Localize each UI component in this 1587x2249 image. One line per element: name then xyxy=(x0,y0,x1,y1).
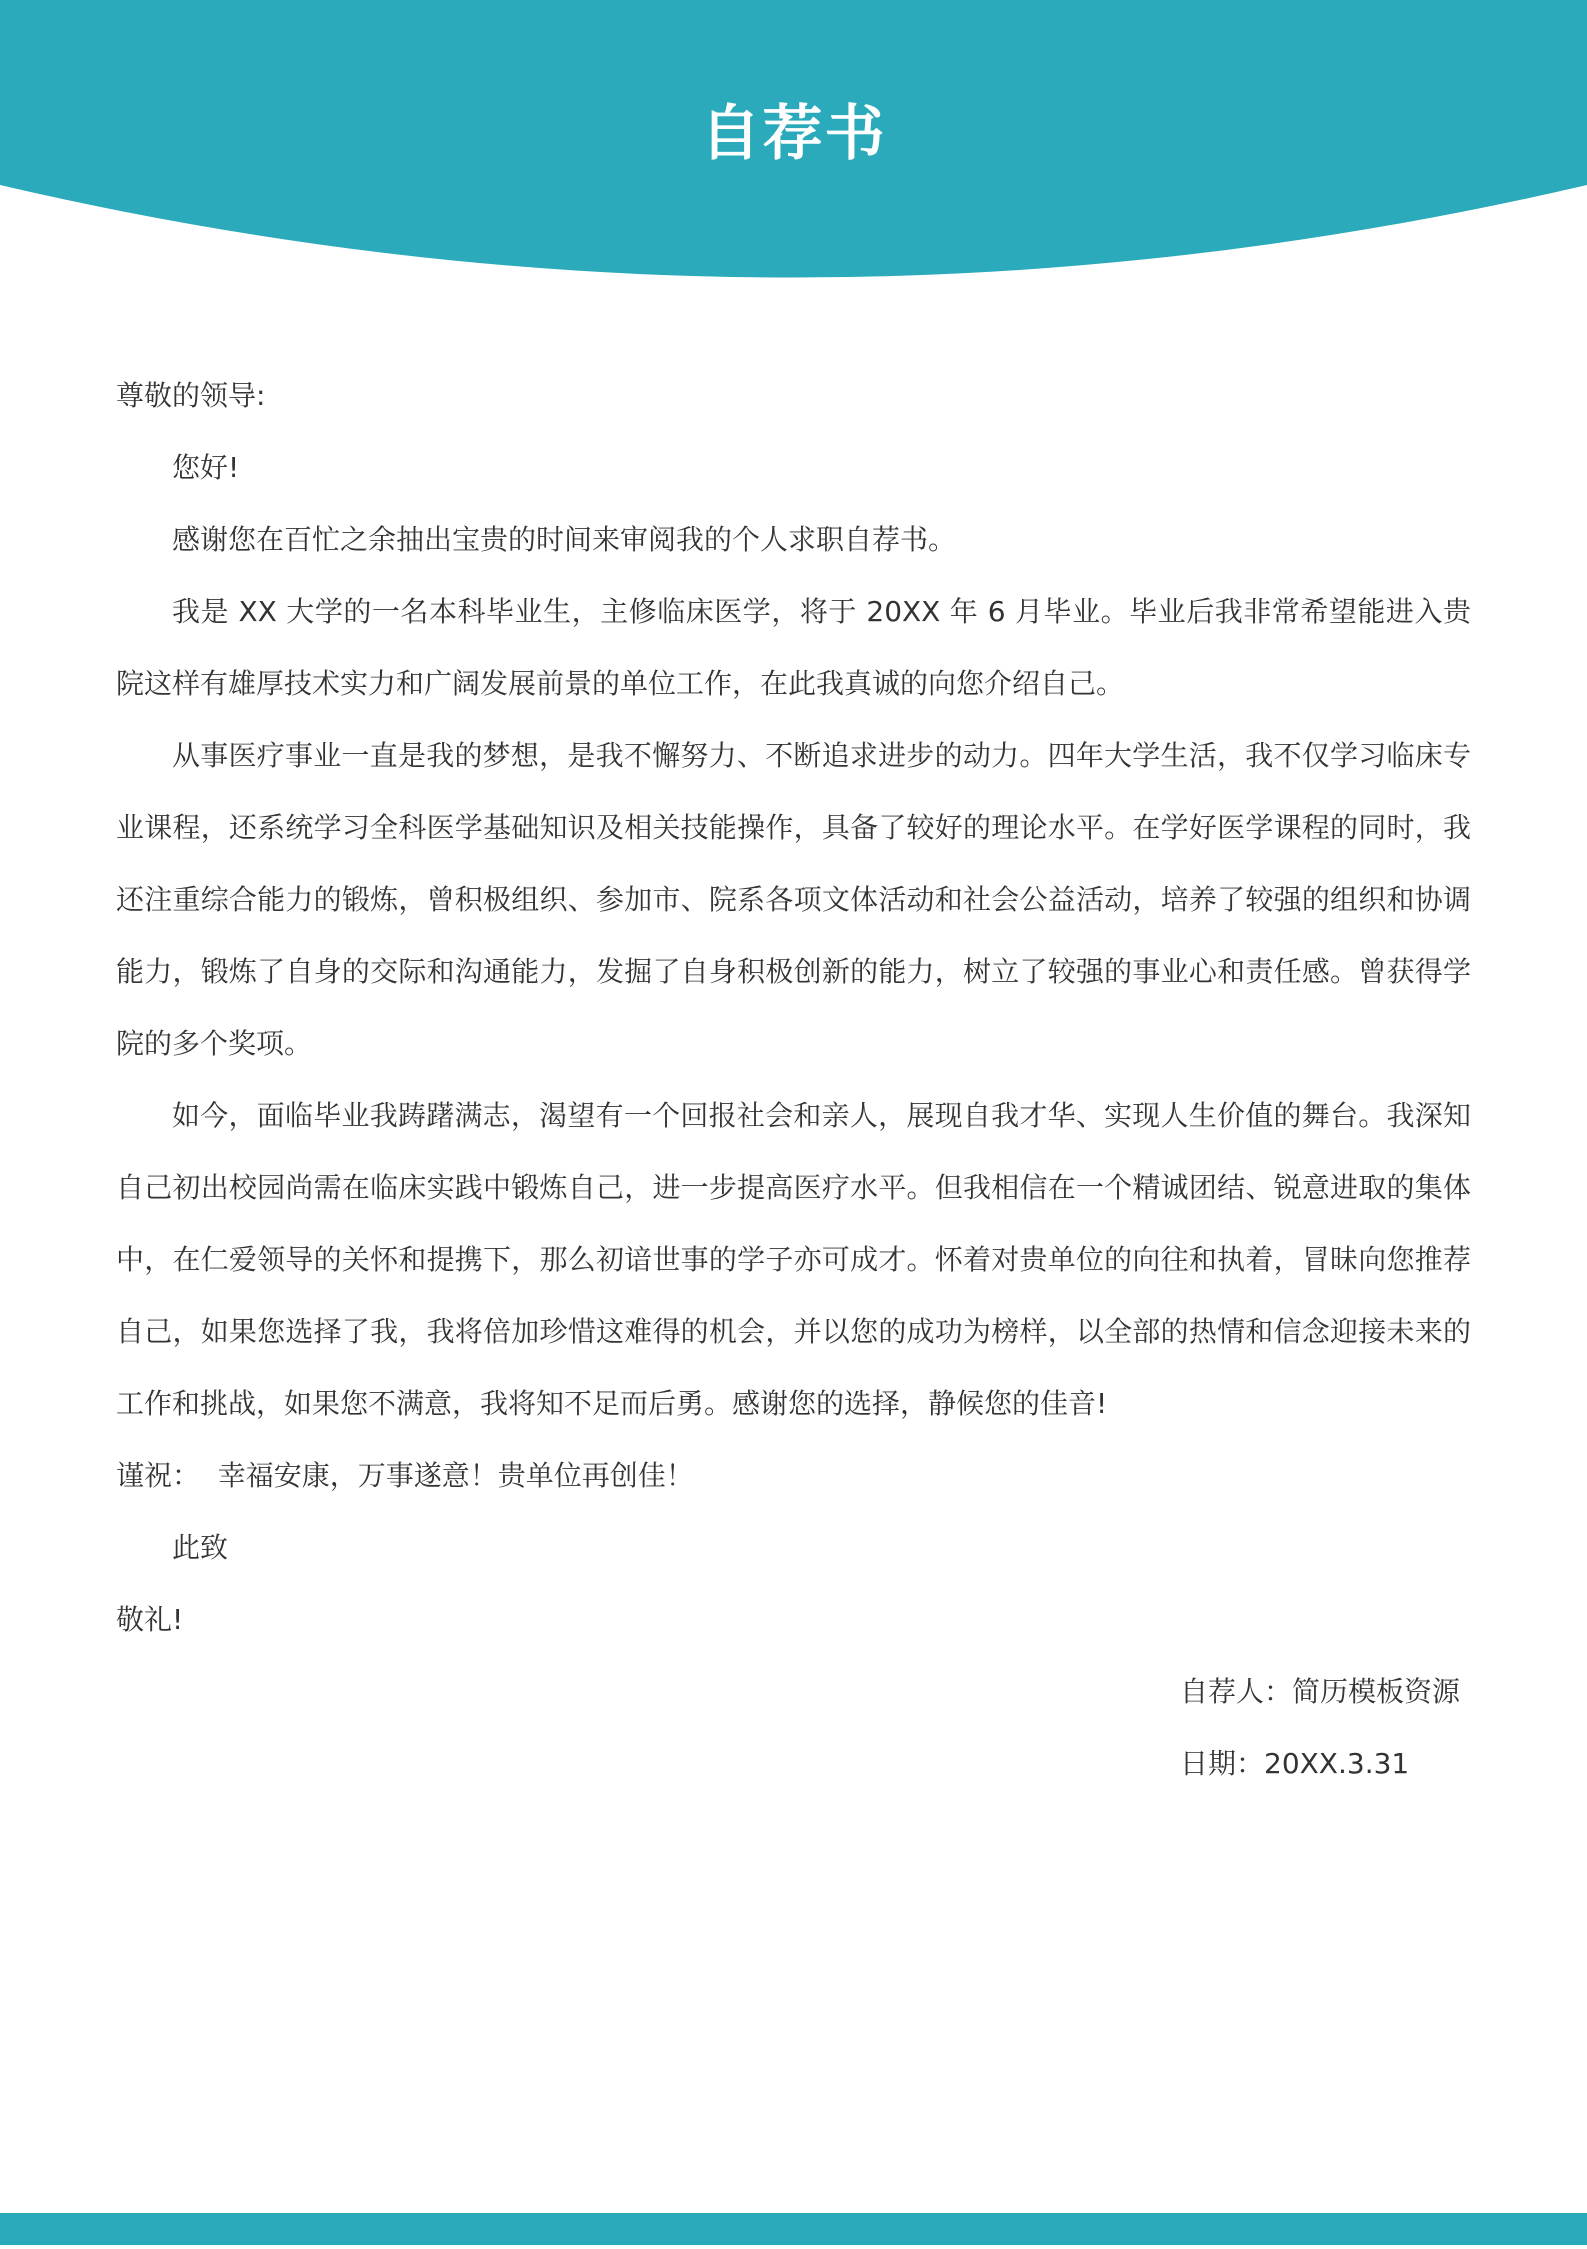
letter-body xyxy=(116,360,1471,1800)
page-title: 自荐书 xyxy=(700,99,887,169)
paragraph-introduction: 我是 XX 大学的一名本科毕业生，主修临床医学，将于 20XX 年 6 月毕业。毕业后我非常希望能进入贵院这样有雄厚技术实力和广阔发展前景的单位工作，在此我真诚的向您介绍自己。 xyxy=(116,595,1471,700)
signature-block xyxy=(1180,1656,1471,1800)
signature: 自荐人：简历模板资源 xyxy=(1180,1675,1461,1708)
date-line: 日期：20XX.3.31 xyxy=(1180,1747,1410,1780)
closing-line-2: 敬礼! xyxy=(116,1603,184,1636)
paragraph-experience: 从事医疗事业一直是我的梦想，是我不懈努力、不断追求进步的动力。四年大学生活，我不仅学习临床专业课程，还系统学习全科医学基础知识及相关技能操作，具备了较好的理论水平。在学好医学课程的同时，我还注重综合能力的锻炼，曾积极组织、参加市、院系各项文体活动和社会公益活动，培养了较强的组织和协调能力，锻炼了自身的交际和沟通能力，发掘了自身积极创新的能力，树立了较强的事业心和责任感。曾获得学院的多个奖项。 xyxy=(116,739,1471,1060)
wishes-line: 谨祝： 幸福安康，万事遂意！贵单位再创佳！ xyxy=(116,1459,694,1492)
paragraph-aspiration: 如今，面临毕业我踌躇满志，渴望有一个回报社会和亲人，展现自我才华、实现人生价值的舞台。我深知自己初出校园尚需在临床实践中锻炼自己，进一步提高医疗水平。但我相信在一个精诚团结、锐意进取的集体中，在仁爱领导的关怀和提携下，那么初谙世事的学子亦可成才。怀着对贵单位的向往和执着，冒昧向您推荐自己，如果您选择了我，我将倍加珍惜这难得的机会，并以您的成功为榜样，以全部的热情和信念迎接未来的工作和挑战，如果您不满意，我将知不足而后勇。感谢您的选择，静候您的佳音! xyxy=(116,1099,1471,1420)
salutation: 尊敬的领导: xyxy=(116,379,266,412)
greeting: 您好! xyxy=(172,451,240,484)
paragraph-thanks: 感谢您在百忙之余抽出宝贵的时间来审阅我的个人求职自荐书。 xyxy=(172,523,957,556)
closing-line-1: 此致 xyxy=(172,1531,229,1564)
footer-bar xyxy=(0,2213,1587,2245)
